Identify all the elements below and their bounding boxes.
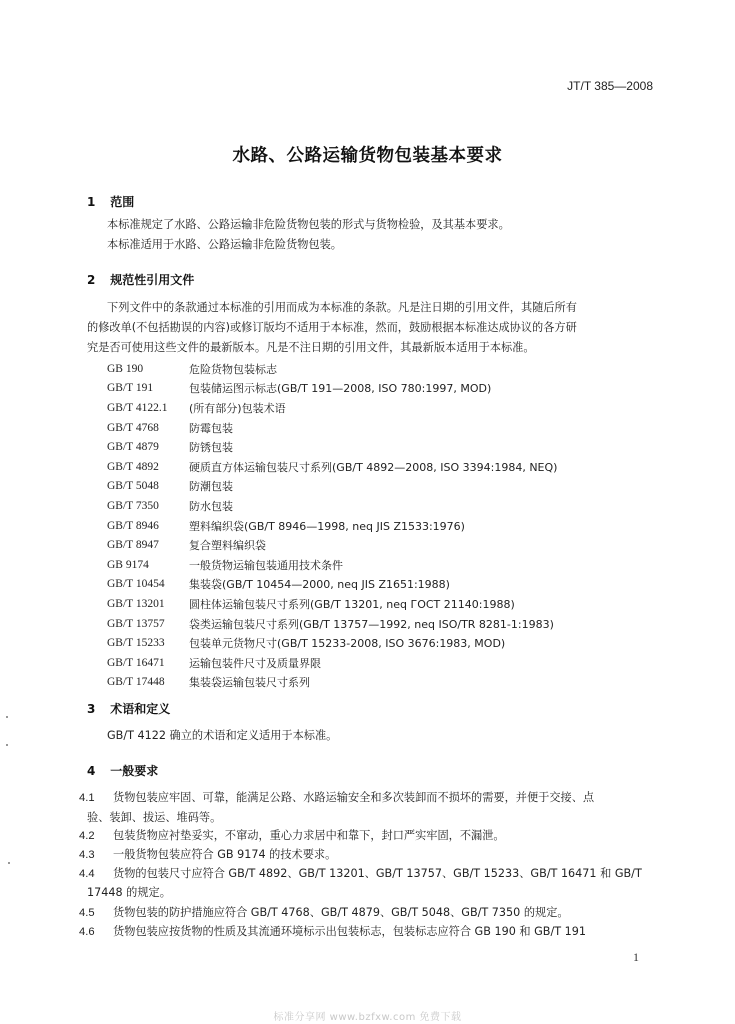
section-4-heading	[87, 762, 158, 779]
section-2-intro-line-1: 下列文件中的条款通过本标准的引用而成为本标准的条款。凡是注日期的引用文件，其随后所有	[107, 301, 577, 314]
reference-code: GB/T 191	[107, 382, 154, 395]
reference-title: 运输包装件尺寸及质量界限	[189, 656, 321, 670]
clause-line: 货物包装应按货物的性质及其流通环境标示出包装标志，包装标志应符合 GB 190 和 GB/T 191	[113, 925, 586, 938]
reference-title: 包装储运图示标志(GB/T 191—2008, ISO 780:1997, MOD)	[189, 382, 492, 396]
clause-number: 4.1	[79, 792, 95, 804]
reference-item	[107, 379, 557, 399]
reference-item	[107, 673, 557, 693]
reference-item	[107, 535, 557, 555]
reference-code: GB/T 17448	[107, 676, 165, 689]
reference-code: GB/T 8947	[107, 539, 159, 552]
scan-speck	[6, 744, 8, 746]
section-2-intro-line-2: 的修改单(不包括勘误的内容)或修订版均不适用于本标准，然而，鼓励根据本标准达成协议的各方研	[87, 321, 577, 334]
section-1-line-1: 本标准规定了水路、公路运输非危险货物包装的形式与货物检验，及其基本要求。	[107, 218, 510, 231]
section-2-heading	[87, 271, 194, 288]
clause-line: 一般货物包装应符合 GB 9174 的技术要求。	[113, 848, 337, 861]
reference-code: GB/T 7350	[107, 499, 159, 512]
clause-4-6	[79, 922, 586, 942]
clause-4-1	[79, 788, 594, 808]
reference-title: 危险货物包装标志	[189, 362, 277, 376]
reference-code: GB/T 13201	[107, 597, 165, 610]
clause-4-1-continuation: 验、装卸、拔运、堆码等。	[87, 811, 222, 824]
section-3-heading	[87, 700, 170, 717]
reference-list	[107, 359, 557, 692]
clause-line: 包装货物应衬垫妥实，不窜动，重心力求居中和靠下，封口严实牢固，不漏泄。	[113, 829, 505, 842]
reference-code: GB/T 15233	[107, 637, 165, 650]
reference-item	[107, 477, 557, 497]
clause-4-5	[79, 903, 569, 923]
reference-title: 防潮包装	[189, 480, 233, 494]
clause-4-4	[79, 864, 642, 884]
scan-speck	[6, 716, 8, 718]
reference-code: GB/T 10454	[107, 578, 165, 591]
reference-code: GB/T 13757	[107, 617, 165, 630]
section-title: 规范性引用文件	[110, 273, 195, 287]
reference-title: 硬质直方体运输包装尺寸系列(GB/T 4892—2008, ISO 3394:1984, NEQ)	[189, 460, 558, 474]
section-1-line-2: 本标准适用于水路、公路运输非危险货物包装。	[107, 238, 342, 251]
reference-item	[107, 457, 557, 477]
reference-title: 包装单元货物尺寸(GB/T 15233-2008, ISO 3676:1983, MOD)	[189, 637, 506, 651]
reference-code: GB/T 4122.1	[107, 401, 168, 414]
clause-number: 4.4	[79, 868, 95, 880]
clause-number: 4.3	[79, 849, 95, 861]
reference-title: 复合塑料编织袋	[189, 539, 266, 553]
clause-number: 4.2	[79, 830, 95, 842]
document-title: 水路、公路运输货物包装基本要求	[232, 146, 503, 166]
reference-title: 袋类运输包装尺寸系列(GB/T 13757—1992, neq ISO/TR 8281-1:1983)	[189, 617, 554, 631]
section-title: 一般要求	[110, 764, 159, 778]
clause-number: 4.5	[79, 907, 95, 919]
reference-item	[107, 555, 557, 575]
reference-code: GB/T 5048	[107, 480, 159, 493]
reference-item	[107, 614, 557, 634]
section-title: 范围	[110, 195, 135, 209]
watermark: 标准分享网 www.bzfxw.com 免费下载	[273, 1012, 462, 1023]
clause-line: 货物的包装尺寸应符合 GB/T 4892、GB/T 13201、GB/T 13757、GB/T 15233、GB/T 16471 和 GB/T	[113, 867, 642, 880]
reference-title: 圆柱体运输包装尺寸系列(GB/T 13201, neq ГОСТ 21140:1988)	[189, 597, 515, 611]
reference-code: GB/T 4879	[107, 441, 159, 454]
reference-title: 集装袋运输包装尺寸系列	[189, 676, 310, 690]
reference-item	[107, 437, 557, 457]
reference-title: 防锈包装	[189, 441, 233, 455]
reference-item	[107, 633, 557, 653]
reference-code: GB/T 16471	[107, 656, 165, 669]
clause-4-3	[79, 845, 336, 865]
clause-line: 货物包装应牢固、可靠，能满足公路、水路运输安全和多次装卸而不损坏的需要，并便于交接、点	[113, 791, 595, 804]
section-title: 术语和定义	[110, 702, 171, 716]
reference-item	[107, 496, 557, 516]
reference-title: 集装袋(GB/T 10454—2000, neq JIS Z1651:1988)	[189, 578, 450, 592]
clause-number: 4.6	[79, 926, 95, 938]
clause-line: 货物包装的防护措施应符合 GB/T 4768、GB/T 4879、GB/T 5048、GB/T 7350 的规定。	[113, 906, 569, 919]
section-2-intro-line-3: 究是否可使用这些文件的最新版本。凡是不注日期的引用文件，其最新版本适用于本标准。	[87, 341, 535, 354]
clause-4-4-continuation: 17448 的规定。	[87, 886, 171, 899]
reference-item	[107, 359, 557, 379]
reference-code: GB/T 8946	[107, 519, 159, 532]
reference-item	[107, 516, 557, 536]
reference-title: (所有部分)包装术语	[189, 401, 286, 415]
reference-title: 一般货物运输包装通用技术条件	[189, 558, 343, 572]
reference-code: GB 190	[107, 362, 144, 375]
section-number: 3	[87, 702, 96, 716]
section-3-text: GB/T 4122 确立的术语和定义适用于本标准。	[107, 729, 338, 742]
scan-speck	[8, 862, 10, 864]
reference-item	[107, 653, 557, 673]
reference-code: GB 9174	[107, 558, 149, 571]
reference-title: 塑料编织袋(GB/T 8946—1998, neq JIS Z1533:1976)	[189, 519, 465, 533]
section-number: 4	[87, 764, 96, 778]
reference-item	[107, 398, 557, 418]
section-number: 2	[87, 273, 96, 287]
document-code: JT/T 385—2008	[567, 79, 653, 93]
clause-4-2	[79, 826, 505, 846]
reference-code: GB/T 4768	[107, 421, 159, 434]
reference-title: 防水包装	[189, 499, 233, 513]
reference-title: 防霉包装	[189, 421, 233, 435]
reference-item	[107, 575, 557, 595]
reference-code: GB/T 4892	[107, 460, 159, 473]
reference-item	[107, 594, 557, 614]
reference-item	[107, 418, 557, 438]
page-number: 1	[633, 950, 639, 964]
section-number: 1	[87, 195, 96, 209]
section-1-heading	[87, 193, 134, 210]
